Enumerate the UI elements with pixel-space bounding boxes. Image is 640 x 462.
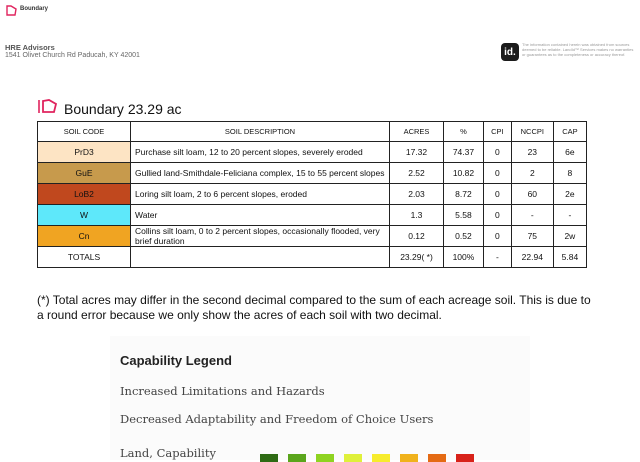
boundary-icon	[38, 98, 58, 119]
col-percent: %	[444, 122, 484, 142]
totals-label: TOTALS	[38, 247, 131, 268]
capability-swatch	[428, 454, 446, 462]
legend-line-adaptability: Decreased Adaptability and Freedom of Choice Users	[120, 412, 434, 426]
col-nccpi: NCCPI	[511, 122, 553, 142]
capability-swatch	[316, 454, 334, 462]
percent-cell: 74.37	[444, 142, 484, 163]
soil-description-cell: Gullied land-Smithdale-Feliciana complex, 15 to 55 percent slopes	[131, 163, 390, 184]
soil-code-cell: PrD3	[38, 142, 131, 163]
table-row	[38, 205, 587, 226]
col-acres: ACRES	[390, 122, 444, 142]
boundary-logo-icon	[5, 3, 17, 21]
soil-code-cell: Cn	[38, 226, 131, 247]
totals-acres-cell: 23.29( *)	[390, 247, 444, 268]
cap-cell: 6e	[553, 142, 586, 163]
soil-description-cell: Purchase silt loam, 12 to 20 percent slopes, severely eroded	[131, 142, 390, 163]
acres-cell: 2.52	[390, 163, 444, 184]
soil-code-cell: LoB2	[38, 184, 131, 205]
col-soil-code: SOIL CODE	[38, 122, 131, 142]
col-cap: CAP	[553, 122, 586, 142]
soil-description-cell: Collins silt loam, 0 to 2 percent slopes, occasionally flooded, very brief duration	[131, 226, 390, 247]
acreage-footnote: (*) Total acres may differ in the second decimal compared to the sum of each acreage soil. This is due to a round error because we only show the acres of each soil with two decimal.	[37, 293, 591, 322]
landid-logo-icon: id.	[501, 43, 519, 61]
legend-line-capability: Land, Capability	[120, 446, 216, 460]
percent-cell: 8.72	[444, 184, 484, 205]
soil-code-cell: W	[38, 205, 131, 226]
nccpi-cell: 75	[511, 226, 553, 247]
cap-cell: -	[553, 205, 586, 226]
percent-cell: 10.82	[444, 163, 484, 184]
capability-swatch	[260, 454, 278, 462]
acres-cell: 0.12	[390, 226, 444, 247]
percent-cell: 5.58	[444, 205, 484, 226]
cap-cell: 8	[553, 163, 586, 184]
company-address: 1541 Olivet Church Rd Paducah, KY 42001	[5, 52, 140, 59]
company-name: HRE Advisors	[5, 43, 55, 52]
totals-nccpi-cell: 22.94	[511, 247, 553, 268]
acres-cell: 2.03	[390, 184, 444, 205]
totals-cap-cell: 5.84	[553, 247, 586, 268]
table-row	[38, 142, 587, 163]
cpi-cell: 0	[483, 205, 511, 226]
percent-cell: 0.52	[444, 226, 484, 247]
table-row	[38, 163, 587, 184]
nccpi-cell: -	[511, 205, 553, 226]
legend-line-limitations: Increased Limitations and Hazards	[120, 384, 325, 398]
capability-swatch	[288, 454, 306, 462]
col-soil-description: SOIL DESCRIPTION	[131, 122, 390, 142]
cap-cell: 2e	[553, 184, 586, 205]
totals-cpi-cell: -	[483, 247, 511, 268]
cpi-cell: 0	[483, 226, 511, 247]
report-title	[38, 98, 182, 119]
legend-title: Capability Legend	[120, 353, 232, 368]
totals-row	[38, 247, 587, 268]
capability-legend	[110, 336, 530, 460]
capability-swatches	[260, 454, 484, 462]
capability-swatch	[372, 454, 390, 462]
capability-swatch	[400, 454, 418, 462]
report-title-text: Boundary 23.29 ac	[64, 100, 182, 117]
cpi-cell: 0	[483, 163, 511, 184]
col-cpi: CPI	[483, 122, 511, 142]
cap-cell: 2w	[553, 226, 586, 247]
acres-cell: 17.32	[390, 142, 444, 163]
table-row	[38, 184, 587, 205]
capability-swatch	[344, 454, 362, 462]
table-header-row	[38, 122, 587, 142]
soil-description-cell: Water	[131, 205, 390, 226]
soil-description-cell: Loring silt loam, 2 to 6 percent slopes, eroded	[131, 184, 390, 205]
totals-description-cell	[131, 247, 390, 268]
cpi-cell: 0	[483, 184, 511, 205]
top-bar-title: Boundary	[20, 6, 49, 12]
totals-percent-cell: 100%	[444, 247, 484, 268]
capability-swatch	[456, 454, 474, 462]
cpi-cell: 0	[483, 142, 511, 163]
soil-table	[37, 121, 587, 268]
top-bar	[0, 0, 640, 20]
disclaimer-text: The information contained herein was obtained from sources deemed to be reliable. LandId™ Services makes no warranties or guarantees as to the completeness or accuracy thereof.	[522, 42, 634, 57]
table-row	[38, 226, 587, 247]
soil-code-cell: GuE	[38, 163, 131, 184]
acres-cell: 1.3	[390, 205, 444, 226]
nccpi-cell: 23	[511, 142, 553, 163]
nccpi-cell: 2	[511, 163, 553, 184]
nccpi-cell: 60	[511, 184, 553, 205]
